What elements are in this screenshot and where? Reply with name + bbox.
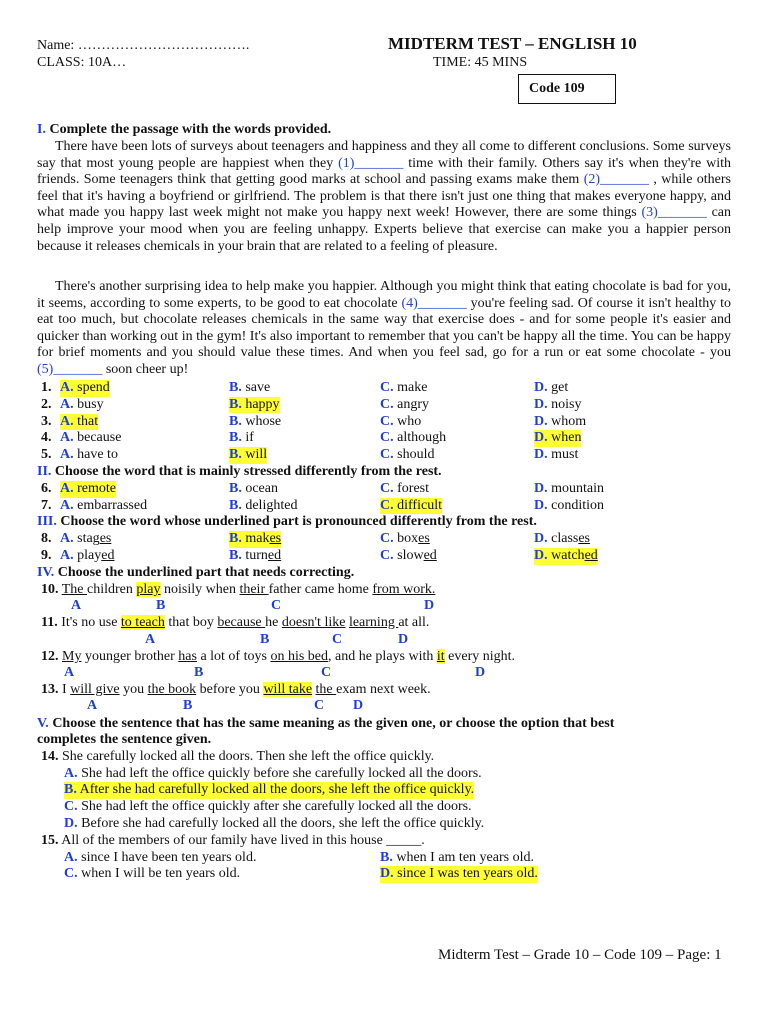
option-3c[interactable]: C. who [380,413,422,429]
class-label: CLASS: 10A… [37,55,127,70]
option-1d[interactable]: D. get [534,380,569,395]
option-9c[interactable]: C. slowed [380,548,437,563]
option-5a[interactable]: A. have to [60,447,118,463]
section-3-heading: III. Choose the word whose underlined part is pronounced differently from the rest. [37,514,537,529]
q11-label-a: A [145,632,156,647]
question-number: 3. [41,413,52,429]
section-5-heading-cont: completes the sentence given. [37,732,212,747]
option-9d[interactable]: D. watched [534,548,598,563]
option-2c[interactable]: C. angry [380,396,430,412]
option-4c[interactable]: C. although [380,430,447,446]
option-15a[interactable]: A. since I have been ten years old. [64,850,257,865]
section-4-heading: IV. Choose the underlined part that needs correcting. [37,565,355,580]
question-number: 6. [41,481,52,496]
q12-label-d: D [475,665,486,680]
option-4a[interactable]: A. because [60,430,122,446]
option-7a[interactable]: A. embarrassed [60,497,148,513]
option-6b[interactable]: B. ocean [229,481,278,496]
question-11: 11. It's no use to teach that boy because he doesn't like learning at all. [41,615,430,630]
q12-label-b: B [194,665,204,680]
option-7d[interactable]: D. condition [534,497,605,513]
option-5c[interactable]: C. should [380,447,435,463]
q13-label-b: B [183,698,193,713]
gap-3: (3)_______ [641,205,707,221]
option-15b[interactable]: B. when I am ten years old. [380,850,534,865]
option-2b[interactable]: B. happy [229,396,280,412]
q11-label-c: C [332,632,343,647]
q10-label-a: A [71,598,82,613]
gap-4: (4)_______ [401,295,467,311]
option-5d[interactable]: D. must [534,447,579,463]
option-3a[interactable]: A. that [60,413,99,429]
q11-label-b: B [260,632,270,647]
q10-label-b: B [156,598,166,613]
option-14c[interactable]: C. She had left the office quickly after she carefully locked all the doors. [64,799,472,814]
option-15c[interactable]: C. when I will be ten years old. [64,866,241,881]
test-time: TIME: 45 MINS [433,55,528,70]
gap-2: (2)_______ [583,172,650,188]
question-13: 13. I will give you the book before you will take the exam next week. [41,682,431,697]
q13-label-c: C [314,698,325,713]
gap-5: (5)_______ [37,361,103,377]
option-7b[interactable]: B. delighted [229,497,298,513]
question-number: 7. [41,497,52,513]
passage-paragraph-2: There's another surprising idea to help make you happier. Although you might think that eating chocolate is bad for you, it seems, according to some experts, to be good to eat chocolate (4)_______ you're feeling sad. Of course it isn't healthy to eat too much, but chocolate releases chemicals in the same way that exercise does - and for some people it's easier and quicker than working out in the gym! It's also important to remember that you can't be happy all the time. You can be happy for brief moments and you should value these times. And when you feel sad, go for a run or eat some chocolate - you (5)_______ soon cheer up! [37,279,731,377]
option-3b[interactable]: B. whose [229,413,282,429]
page-footer: Midterm Test – Grade 10 – Code 109 – Page: 1 [438,947,722,963]
question-15-stem: 15. All of the members of our family have lived in this house _____. [41,833,425,848]
option-7c[interactable]: C. difficult [380,497,442,513]
q13-label-a: A [87,698,98,713]
gap-1: (1)_______ [338,155,404,171]
option-1b[interactable]: B. save [229,380,271,395]
option-14b[interactable]: B. After she had carefully locked all the doors, she left the office quickly. [64,782,475,797]
option-4b[interactable]: B. if [229,430,254,446]
option-9b[interactable]: B. turned [229,548,282,563]
option-2d[interactable]: D. noisy [534,396,582,412]
q10-label-c: C [271,598,282,613]
option-14d[interactable]: D. Before she had carefully locked all the doors, she left the office quickly. [64,816,485,831]
section-1-heading: I. Complete the passage with the words provided. [37,122,332,137]
q10-label-d: D [424,598,435,613]
question-number: 5. [41,447,52,463]
option-14a[interactable]: A. She had left the office quickly before she carefully locked all the doors. [64,766,482,781]
question-12: 12. My younger brother has a lot of toys on his bed, and he plays with it every night. [41,649,516,664]
option-8d[interactable]: D. classes [534,531,591,546]
q13-label-d: D [353,698,364,713]
passage-paragraph-1: There have been lots of surveys about teenagers and happiness and they all come to different conclusions. Some surveys say that most young people are happiest when they (1)_______ time with their family. Others say it's when they're with friends. Some teenagers think that getting good marks at school and passing exams make them (2)_______ , while others feel that it's having a boyfriend or girlfriend. The problem is that there isn't just one thing that makes everyone happy, and what made you happy last week might not make you happy next week! However, there are some things (3)_______ can help improve your mood when you are feeling unhappy. Experts believe that exercise can make you a happier person because it releases chemicals in your brain that are related to a feeling of pleasure. [37,139,732,254]
option-6d[interactable]: D. mountain [534,481,605,496]
q11-label-d: D [398,632,409,647]
option-2a[interactable]: A. busy [60,396,104,412]
option-15d[interactable]: D. since I was ten years old. [380,866,538,881]
q12-label-c: C [321,665,332,680]
section-5-heading: V. Choose the sentence that has the same meaning as the given one, or choose the option that best [37,716,615,731]
option-8c[interactable]: C. boxes [380,531,430,546]
option-8a[interactable]: A. stages [60,531,112,546]
q12-label-a: A [64,665,75,680]
question-number: 2. [41,396,52,412]
question-14-stem: 14. She carefully locked all the doors. Then she left the office quickly. [41,749,435,764]
name-label: Name: ………………………………. [37,38,250,53]
option-9a[interactable]: A. played [60,548,115,563]
section-2-heading: II. Choose the word that is mainly stressed differently from the rest. [37,464,442,479]
option-6c[interactable]: C. forest [380,481,430,496]
question-number: 4. [41,430,52,446]
option-4d[interactable]: D. when [534,430,582,446]
option-8b[interactable]: B. makes [229,531,282,546]
option-1a[interactable]: A. spend [60,380,110,395]
question-number: 1. [41,380,52,395]
option-1c[interactable]: C. make [380,380,428,395]
code-box: Code 109 [518,74,616,104]
option-6a[interactable]: A. remote [60,481,116,496]
question-10: 10. The children play noisily when their father came home from work. [41,582,436,597]
option-3d[interactable]: D. whom [534,413,587,429]
option-5b[interactable]: B. will [229,447,268,463]
test-title: MIDTERM TEST – ENGLISH 10 [388,34,637,53]
